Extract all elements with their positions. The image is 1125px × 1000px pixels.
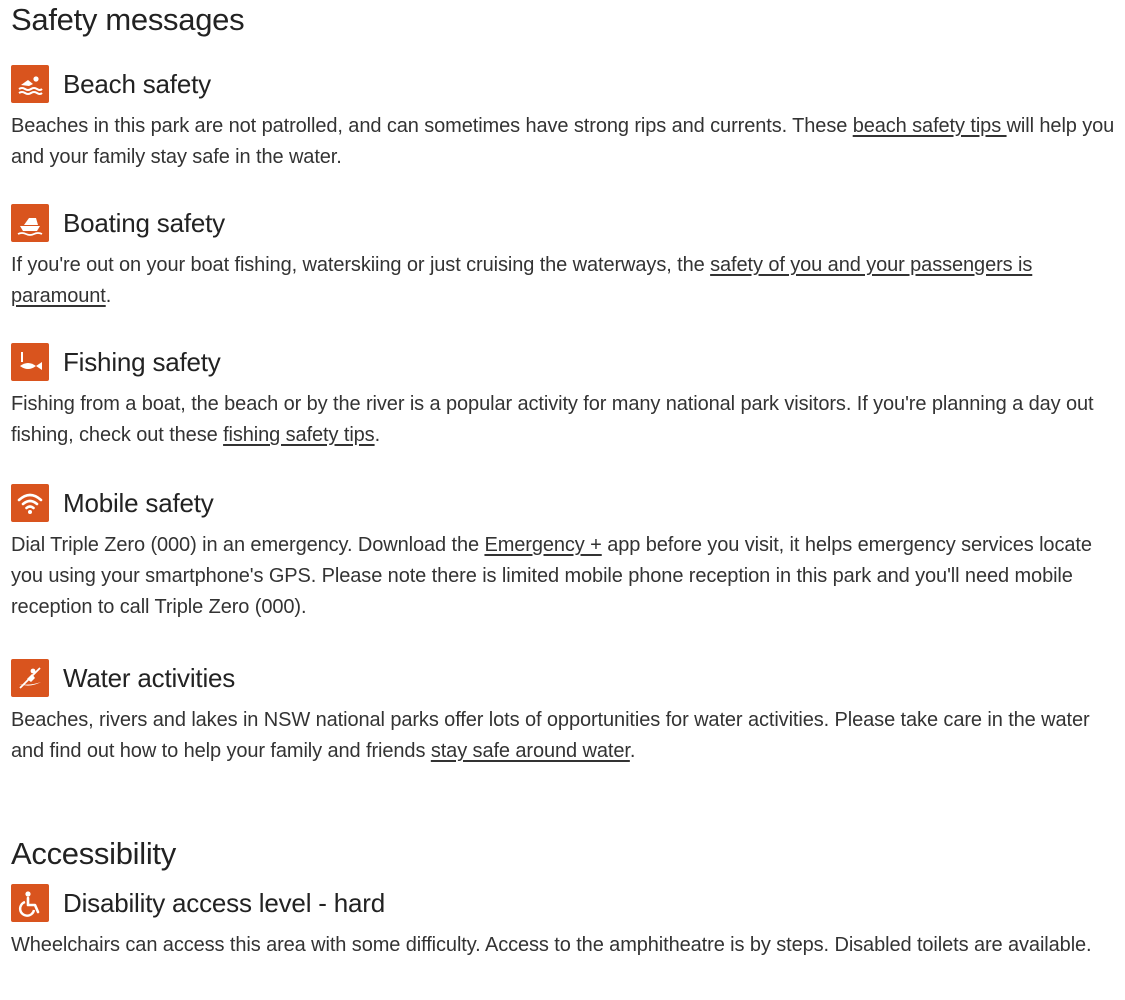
fishing-safety-title: Fishing safety xyxy=(63,347,221,377)
disability-access-text: Wheelchairs can access this area with some difficulty. Access to the amphitheatre is by steps. Disabled toilets are available. xyxy=(11,934,1092,956)
beach-safety-header xyxy=(11,64,1116,104)
boat-icon xyxy=(11,204,49,242)
mobile-safety-header xyxy=(11,483,1116,523)
water-activities-text-before: Beaches, rivers and lakes in NSW national parks offer lots of opportunities for water activities. Please take care in the water and find out how to help your family and friends xyxy=(11,709,1090,762)
accessibility-heading: Accessibility xyxy=(11,836,176,871)
mobile-safety-text xyxy=(11,530,1116,623)
safety-messages-heading: Safety messages xyxy=(11,2,245,37)
beach-safety-text-after: will help you and your family stay safe in the water. xyxy=(11,115,1115,168)
fish-icon xyxy=(11,343,49,381)
mobile-safety-text-before: Dial Triple Zero (000) in an emergency. Download the xyxy=(11,534,485,556)
emergency-plus-link[interactable]: Emergency + xyxy=(484,534,602,556)
beach-safety-title: Beach safety xyxy=(63,69,211,99)
disability-access-title: Disability access level - hard xyxy=(63,888,386,918)
mobile-safety-section xyxy=(11,483,1116,623)
beach-safety-tips-link[interactable]: beach safety tips xyxy=(852,115,1007,137)
fishing-safety-header xyxy=(11,342,1116,382)
water-activities-header xyxy=(11,658,1116,698)
beach-safety-text-before: Beaches in this park are not patrolled, and can sometimes have strong rips and currents. These xyxy=(11,115,853,137)
boating-safety-text-before: If you're out on your boat fishing, waterskiing or just cruising the waterways, the xyxy=(11,254,711,276)
water-activities-text-after: . xyxy=(629,740,636,762)
mobile-safety-title: Mobile safety xyxy=(63,488,214,518)
wifi-icon xyxy=(11,484,49,522)
boating-safety-header xyxy=(11,203,1116,243)
water-activities-section xyxy=(11,658,1116,767)
water-activities-text xyxy=(11,705,1116,767)
fishing-safety-text-after: . xyxy=(374,424,381,446)
fishing-safety-text xyxy=(11,389,1116,451)
swimmer-icon xyxy=(11,65,49,103)
fishing-safety-tips-link[interactable]: fishing safety tips xyxy=(223,424,375,446)
boating-safety-section xyxy=(11,203,1116,312)
disability-access-section xyxy=(11,883,1116,961)
mobile-safety-text-after: app before you visit, it helps emergency services locate you using your smartphone's GPS. Please note there is limited mobile phone reception in this park and you'll need mobile reception to call Triple Zero (000). xyxy=(11,534,1092,618)
fishing-safety-section xyxy=(11,342,1116,451)
boating-safety-text xyxy=(11,250,1116,312)
boating-safety-text-after: . xyxy=(105,285,112,307)
kayak-icon xyxy=(11,659,49,697)
boating-safety-title: Boating safety xyxy=(63,208,225,238)
disability-access-header xyxy=(11,883,1116,923)
water-activities-title: Water activities xyxy=(63,663,236,693)
fishing-safety-text-before: Fishing from a boat, the beach or by the river is a popular activity for many national park visitors. If you're planning a day out fishing, check out these xyxy=(11,393,1094,446)
beach-safety-section xyxy=(11,64,1116,173)
boating-safety-link[interactable]: safety of you and your passengers is paramount xyxy=(11,254,1033,307)
beach-safety-text xyxy=(11,111,1116,173)
wheelchair-icon xyxy=(11,884,49,922)
stay-safe-around-water-link[interactable]: stay safe around water xyxy=(430,740,630,762)
